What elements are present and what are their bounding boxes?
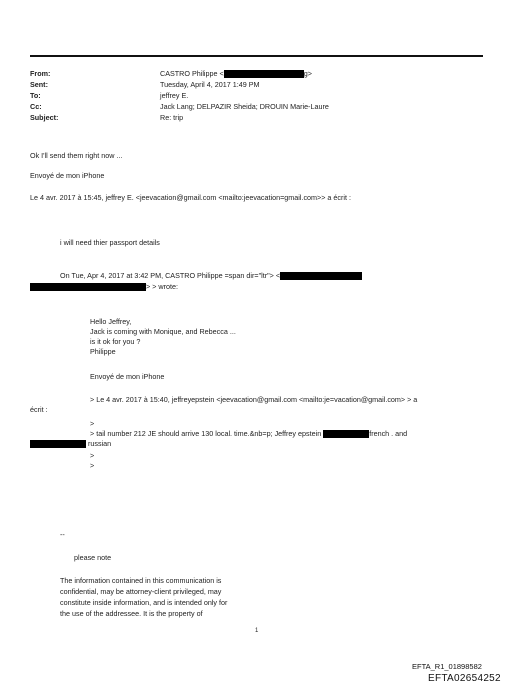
quote-on-tue-text: On Tue, Apr 4, 2017 at 3:42 PM, CASTRO Philippe =span dir="ltr"> < [60,271,281,280]
quote-marker: > [90,461,95,470]
subject-value: Re: trip [160,113,184,122]
inner-line-3: is it ok for you ? [90,337,141,346]
confidentiality-line-3: constitute inside information, and is intended only for [60,598,228,607]
tail-number-text: > tail number 212 JE should arrive 130 local. time.&nb=p; Jeffrey epstein [90,429,322,438]
from-value-end: g> [303,69,312,78]
quote-wrote-text: > > wrote: [146,282,178,291]
from-value [160,69,312,78]
quote-wrote [30,282,178,291]
subject-label: Subject: [30,113,59,122]
inner-quote-header: > Le 4 avr. 2017 à 15:40, jeffreyepstein <jeevacation@gmail.com <mailto:je=vacation@gmail.com> > a [90,395,418,404]
sent-value: Tuesday, April 4, 2017 1:49 PM [160,80,260,89]
body-line-reply: Ok I'll send them right now ... [30,151,123,160]
russian-line [30,439,111,448]
confidentiality-line-1: The information contained in this communication is [60,576,222,585]
inner-envoye: Envoyé de mon iPhone [90,372,165,381]
body-line-quote-header: Le 4 avr. 2017 à 15:45, jeffrey E. <jeevacation@gmail.com <mailto:jeevacation=gmail.com>> a écrit : [30,193,351,202]
inner-line-2: Jack is coming with Monique, and Rebecca ... [90,327,236,336]
bates-number-r1: EFTA_R1_01898582 [412,662,482,671]
to-value: jeffrey E. [160,91,189,100]
confidentiality-line-4: the use of the addressee. It is the property of [60,609,203,618]
redaction-box [323,430,369,438]
redaction-box [30,283,146,291]
body-line-signature: Envoyé de mon iPhone [30,171,105,180]
quote-marker: > [90,451,95,460]
redaction-box [280,272,362,280]
from-value-start: CASTRO Philippe < [160,69,224,78]
sent-label: Sent: [30,80,48,89]
quote-on-tue [60,271,362,280]
cc-value: Jack Lang; DELPAZIR Sheida; DROUIN Marie-Laure [160,102,329,111]
to-label: To: [30,91,41,100]
quote-passport: i will need thier passport details [60,238,160,247]
russian-text: russian [88,439,112,448]
from-label: From: [30,69,51,78]
header-rule [30,55,483,57]
tail-number-line [90,429,407,438]
inner-quote-header-cont: écrit : [30,405,48,414]
bates-number: EFTA02654252 [428,673,501,684]
cc-label: Cc: [30,102,42,111]
tail-number-end: french . and [369,429,408,438]
inner-greeting: Hello Jeffrey, [90,317,132,326]
signature-dashes: -- [60,530,65,539]
redaction-box [224,70,304,78]
page-number: 1 [255,628,259,634]
quote-marker: > [90,419,95,428]
please-note: please note [74,553,112,562]
confidentiality-line-2: confidential, may be attorney-client privileged, may [60,587,222,596]
inner-signature: Philippe [90,347,116,356]
redaction-box [30,440,86,448]
